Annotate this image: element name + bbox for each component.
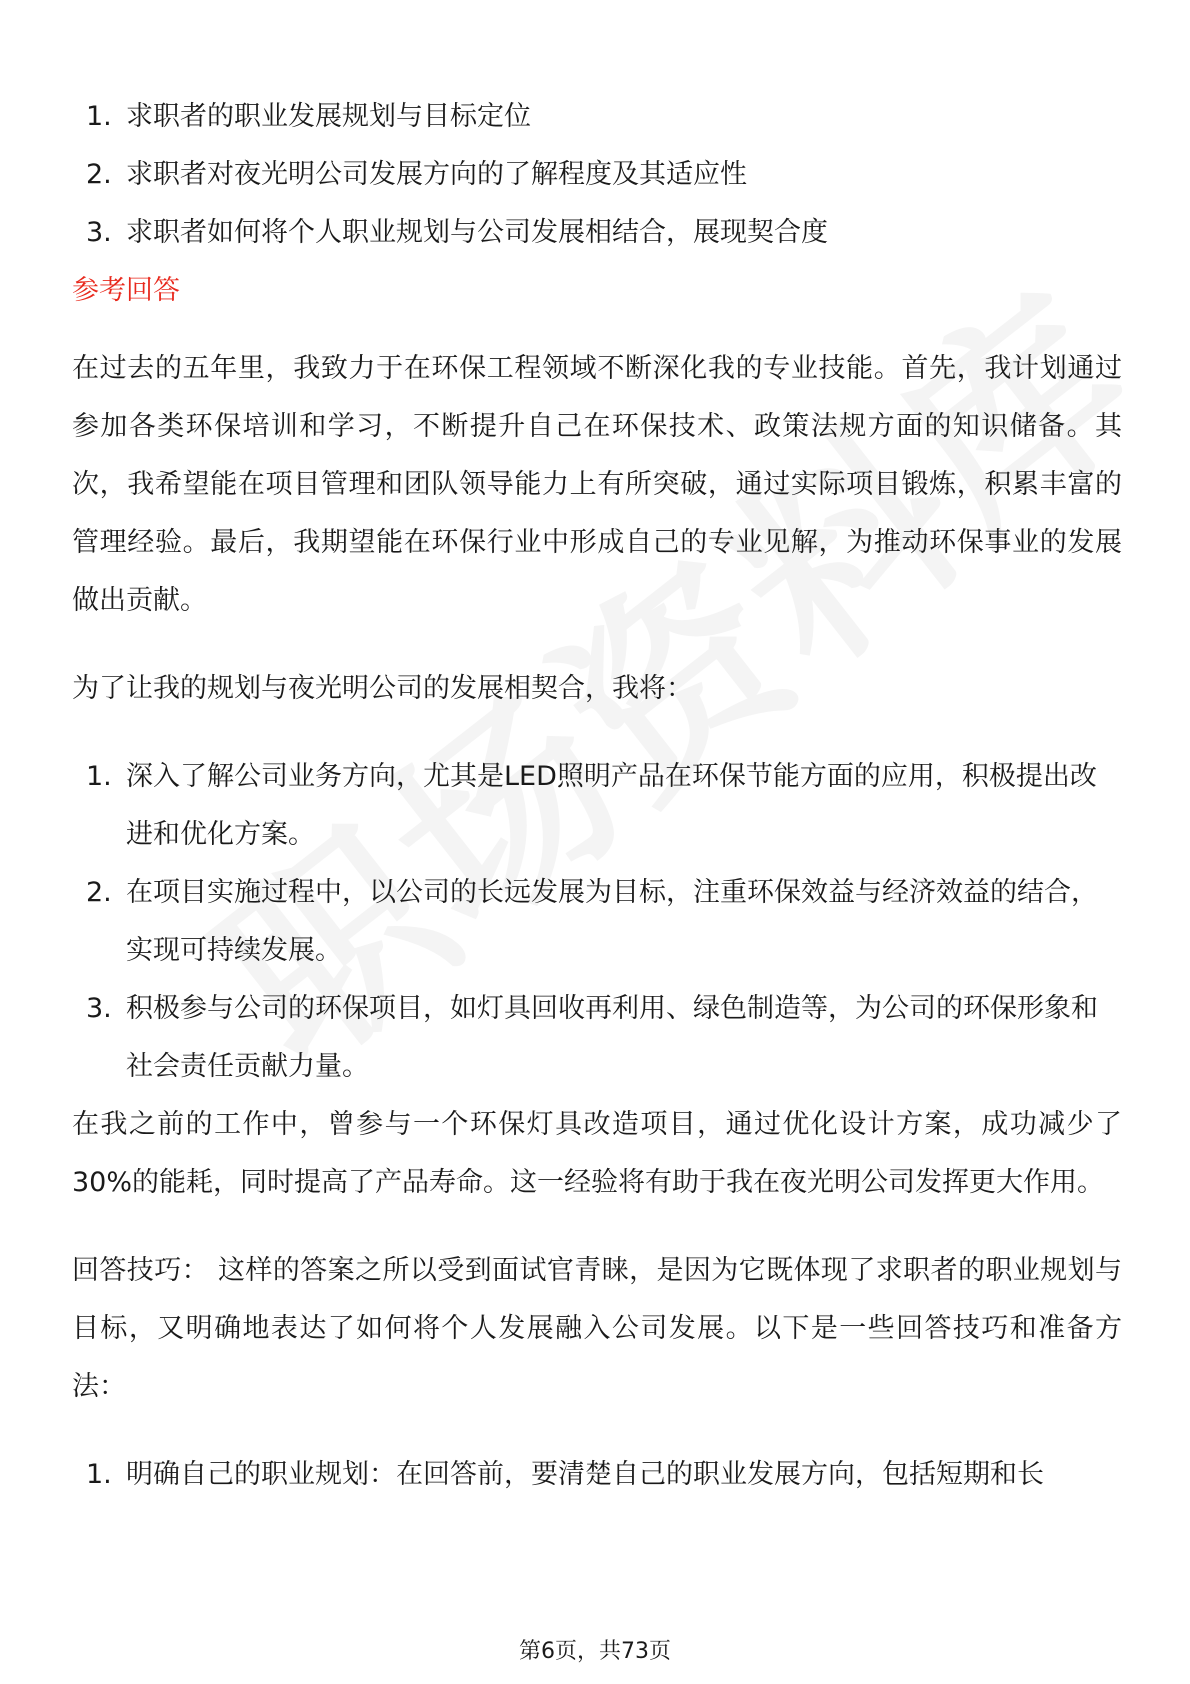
plan-list [72,748,1122,1096]
list-number: 1. [86,101,112,132]
page-content [72,88,1122,1504]
answer-paragraph-2: 为了让我的规划与夜光明公司的发展相契合，我将： [72,673,693,704]
list-number: 1. [86,1459,112,1490]
list-item [72,204,1122,262]
list-number: 1. [86,761,112,792]
list-text: 深入了解公司业务方向，尤其是LED照明产品在环保节能方面的应用，积极提出改进和优化方案。 [126,761,1097,850]
list-item [72,1446,1122,1504]
list-text: 在项目实施过程中，以公司的长远发展为目标，注重环保效益与经济效益的结合，实现可持续发展。 [126,877,1098,966]
list-text: 明确自己的职业规划：在回答前，要清楚自己的职业发展方向，包括短期和长 [126,1459,1044,1490]
list-number: 2. [86,877,112,908]
list-text: 求职者的职业发展规划与目标定位 [126,101,531,132]
list-item [72,980,1122,1096]
list-text: 求职者对夜光明公司发展方向的了解程度及其适应性 [126,159,747,190]
list-text: 求职者如何将个人职业规划与公司发展相结合，展现契合度 [126,217,828,248]
answer-paragraph-3: 在我之前的工作中，曾参与一个环保灯具改造项目，通过优化设计方案，成功减少了30%的能耗，同时提高了产品寿命。这一经验将有助于我在夜光明公司发挥更大作用。 [72,1109,1122,1198]
tips-list [72,1446,1122,1504]
tips-paragraph: 回答技巧： 这样的答案之所以受到面试官青睐，是因为它既体现了求职者的职业规划与目标，又明确地表达了如何将个人发展融入公司发展。以下是一些回答技巧和准备方法： [72,1255,1122,1402]
page-footer: 第6页，共73页 [519,1639,671,1664]
list-number: 3. [86,217,112,248]
list-item [72,88,1122,146]
list-item [72,748,1122,864]
answer-paragraph-1: 在过去的五年里，我致力于在环保工程领域不断深化我的专业技能。首先，我计划通过参加各类环保培训和学习，不断提升自己在环保技术、政策法规方面的知识储备。其次，我希望能在项目管理和团队领导能力上有所突破，通过实际项目锻炼，积累丰富的管理经验。最后，我期望能在环保行业中形成自己的专业见解，为推动环保事业的发展做出贡献。 [72,353,1122,616]
section-heading: 参考回答 [72,275,180,306]
list-number: 2. [86,159,112,190]
list-item [72,864,1122,980]
list-item [72,146,1122,204]
focus-points-list [72,88,1122,262]
list-text: 积极参与公司的环保项目，如灯具回收再利用、绿色制造等，为公司的环保形象和社会责任贡献力量。 [126,993,1098,1082]
list-number: 3. [86,993,112,1024]
